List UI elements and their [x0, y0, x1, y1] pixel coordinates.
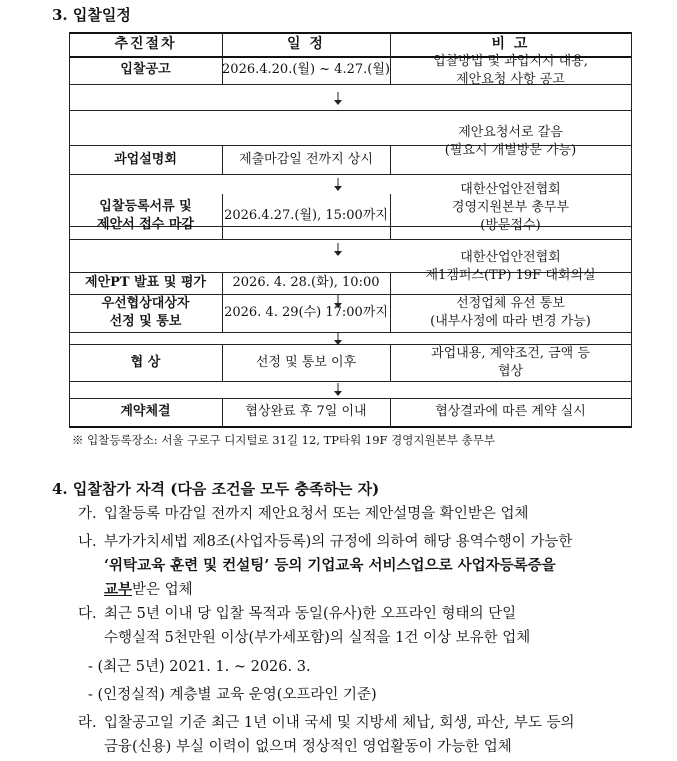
item-text: 금융(신용) 부실 이력이 없으며 정상적인 영업활동이 가능한 업체 — [104, 739, 512, 755]
sub-item: - (인정실적) 계층별 교육 운영(오프라인 기준) — [88, 687, 377, 703]
down-arrow-icon — [331, 383, 345, 397]
row-note: 협상결과에 따른 계약 실시 — [435, 404, 586, 419]
item-text: 최근 5년 이내 당 입찰 목적과 동일(유사)한 오프라인 형태의 단일 — [104, 606, 517, 622]
item-text: 입찰공고일 기준 최근 1년 이내 국세 및 지방세 체납, 회생, 파산, 부도 등의 — [104, 715, 575, 731]
sub-item: - (최근 5년) 2021. 1. ~ 2026. 3. — [88, 659, 311, 675]
list-item — [78, 602, 658, 650]
table-footnote: ※ 입찰등록장소: 서울 구로구 디지털로 31길 12, TP타워 19F 경영지원본부 총무부 — [72, 433, 495, 447]
schedule-table — [69, 32, 632, 428]
row-stage: 협 상 — [130, 354, 161, 370]
row-stage: 입찰등록서류 및 제안서 접수 마감 — [97, 198, 194, 232]
header-schedule: 일 정 — [287, 36, 325, 52]
item-marker: 다. — [78, 606, 97, 622]
item-text: 입찰등록 마감일 전까지 제안요청서 또는 제안설명을 확인받은 업체 — [104, 506, 529, 522]
item-text: 수행실적 5천만원 이상(부가세포함)의 실적을 1건 이상 보유한 업체 — [104, 630, 531, 646]
row-note: 과업내용, 계약조건, 금액 등 협상 — [431, 345, 590, 379]
row-schedule: 협상완료 후 7일 이내 — [245, 404, 367, 419]
row-schedule: 2026.4.20.(월) ~ 4.27.(월) — [222, 62, 390, 77]
row-note: 입찰방법 및 과업지시 내용, 제안요청 사항 공고 — [433, 54, 588, 87]
row-stage: 입찰공고 — [120, 62, 171, 77]
list-item — [78, 530, 658, 602]
list-item — [78, 502, 658, 526]
row-stage: 과업설명회 — [114, 151, 177, 167]
row-stage: 제안PT 발표 및 평가 — [85, 275, 206, 290]
down-arrow-icon — [331, 178, 345, 192]
item-text: 부가가치세법 제8조(사업자등록)의 규정에 의하여 해당 용역수행이 가능한 — [104, 534, 573, 550]
row-schedule: 2026.4.27.(월), 15:00까지 — [224, 207, 388, 223]
item-text: 받은 업체 — [132, 582, 193, 598]
row-note: 대한산업안전협회 제1캠퍼스(TP) 19F 대회의실 — [425, 249, 596, 283]
row-schedule: 선정 및 통보 이후 — [255, 354, 357, 370]
row-note: 대한산업안전협회 경영지원본부 총무부 (방문접수) — [451, 182, 570, 233]
row-schedule: 2026. 4. 29(수) 17:00까지 — [224, 305, 388, 320]
row-stage: 우선협상대상자 선정 및 통보 — [101, 296, 190, 329]
row-note: 제안요청서로 갈음 (필요시 개별방문 가능) — [444, 125, 577, 158]
header-note: 비 고 — [491, 36, 530, 52]
item-marker: 가. — [78, 506, 97, 522]
section-4-title: 4. 입찰참가 자격 (다음 조건을 모두 충족하는 자) — [52, 480, 380, 498]
item-marker: 라. — [78, 715, 97, 731]
header-stage: 추진절차 — [114, 36, 177, 52]
row-stage: 계약체결 — [120, 404, 171, 419]
down-arrow-icon — [331, 92, 345, 106]
item-text-bold: ‘위탁교육 훈련 및 컨설팅’ 등의 기업교육 서비스업으로 사업자등록증을 — [104, 557, 556, 574]
section-3-title: 3. 입찰일정 — [52, 6, 131, 24]
list-item — [78, 711, 658, 759]
item-text-underlined: 교부 — [104, 581, 133, 598]
down-arrow-icon — [331, 243, 345, 257]
row-schedule: 2026. 4. 28.(화), 10:00 — [232, 275, 380, 290]
row-schedule: 제출마감일 전까지 상시 — [239, 151, 373, 167]
item-marker: 나. — [78, 534, 97, 550]
row-note: 선정업체 유선 통보 (내부사정에 따라 변경 가능) — [430, 296, 591, 329]
